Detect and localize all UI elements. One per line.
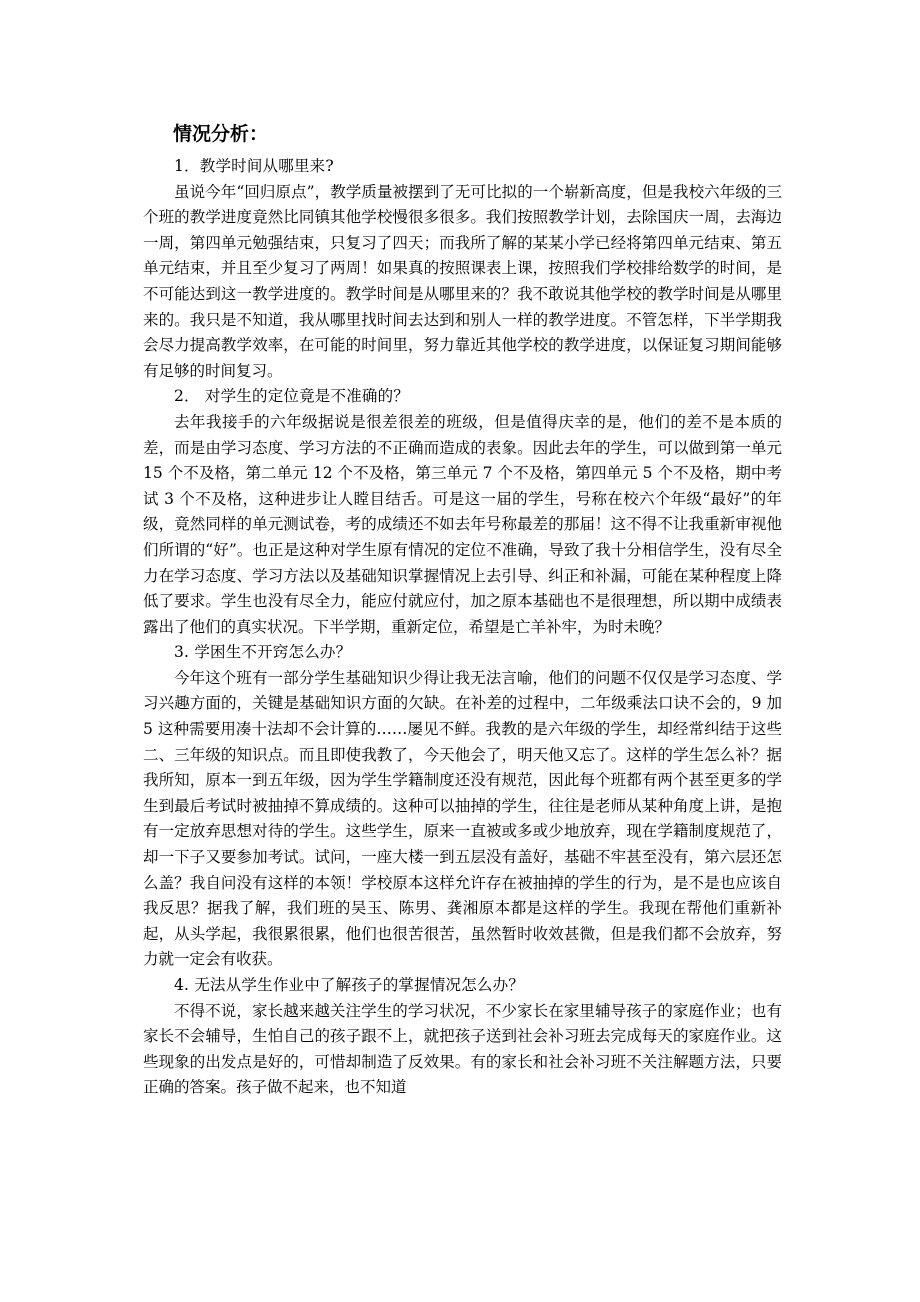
document-body	[143, 118, 782, 1101]
section-heading: 情况分析：	[173, 123, 269, 145]
subheading-1: 1．教学时间从哪里来?	[174, 157, 334, 175]
paragraph-3: 今年这个班有一部分学生基础知识少得让我无法言喻，他们的问题不仅仅是学习态度、学习兴趣方面的，关键是基础知识方面的欠缺。在补差的过程中，二年级乘法口诀不会的，9 加 5 这种需要用凑十法却不会计算的……屡见不鲜。我教的是六年级的学生，却经常纠结于这些二、三年级的知识点。而且即使我教了，今天他会了，明天他又忘了。这样的学生怎么补？据我所知，原本一到五年级，因为学生学籍制度还没有规范，因此每个班都有两个甚至更多的学生到最后考试时被抽掉不算成绩的。这种可以抽掉的学生，往往是老师从某种角度上讲，是抱有一定放弃思想对待的学生。这些学生，原来一直被或多或少地放弃，现在学籍制度规范了，却一下子又要参加考试。试问，一座大楼一到五层没有盖好，基础不牢甚至没有，第六层还怎么盖？我自问没有这样的本领！学校原本这样允许存在被抽掉的学生的行为，是不是也应该自我反思？据我了解，我们班的吴玉、陈男、龚湘原本都是这样的学生。我现在帮他们重新补起，从头学起，我很累很累，他们也很苦很苦，虽然暂时收效甚微，但是我们都不会放弃，努力就一定会有收获。	[143, 668, 782, 969]
subheading-4: 4. 无法从学生作业中了解孩子的掌握情况怎么办？	[174, 976, 525, 994]
subheading-3: 3. 学困生不开窍怎么办？	[174, 643, 352, 662]
subheading-2: 2． 对学生的定位竟是不准确的？	[174, 387, 409, 406]
paragraph-1: 虽说今年“回归原点”，教学质量被摆到了无可比拟的一个崭新高度，但是我校六年级的三个班的教学进度竟然比同镇其他学校慢很多很多。我们按照教学计划，去除国庆一周，去海边一周，第四单元勉强结束，只复习了四天；而我所了解的某某小学已经将第四单元结束、第五单元结束，并且至少复习了两周！如果真的按照课表上课，按照我们学校排给数学的时间，是不可能达到这一教学进度的。教学时间是从哪里来的？我不敢说其他学校的教学时间是从哪里来的。我只是不知道，我从哪里找时间去达到和别人一样的教学进度。不管怎样，下半学期我会尽力提高教学效率，在可能的时间里，努力靠近其他学校的教学进度，以保证复习期间能够有足够的时间复习。	[143, 182, 782, 380]
paragraph-4: 不得不说，家长越来越关注学生的学习状况，不少家长在家里辅导孩子的家庭作业；也有家长不会辅导，生怕自己的孩子跟不上，就把孩子送到社会补习班去完成每天的家庭作业。这些现象的出发点是好的，可惜却制造了反效果。有的家长和社会补习班不关注解题方法，只要正确的答案。孩子做不起来，也不知道	[143, 1001, 782, 1097]
paragraph-2: 去年我接手的六年级据说是很差很差的班级，但是值得庆幸的是，他们的差不是本质的差，而是由学习态度、学习方法的不正确而造成的表象。因此去年的学生，可以做到第一单元 15 个不及格，第二单元 12 个不及格，第三单元 7 个不及格，第四单元 5 个不及格，期中考试 3 个不及格，这种进步让人瞠目结舌。可是这一届的学生，号称在校六个年级“最好”的年级，竟然同样的单元测试卷，考的成绩还不如去年号称最差的那届！这不得不让我重新审视他们所谓的“好”。也正是这种对学生原有情况的定位不准确，导致了我十分相信学生，没有尽全力在学习态度、学习方法以及基础知识掌握情况上去引导、纠正和补漏，可能在某种程度上降低了要求。学生也没有尽全力，能应付就应付，加之原本基础也不是很理想，所以期中成绩表露出了他们的真实状况。下半学期，重新定位，希望是亡羊补牢，为时未晚？	[143, 412, 782, 636]
